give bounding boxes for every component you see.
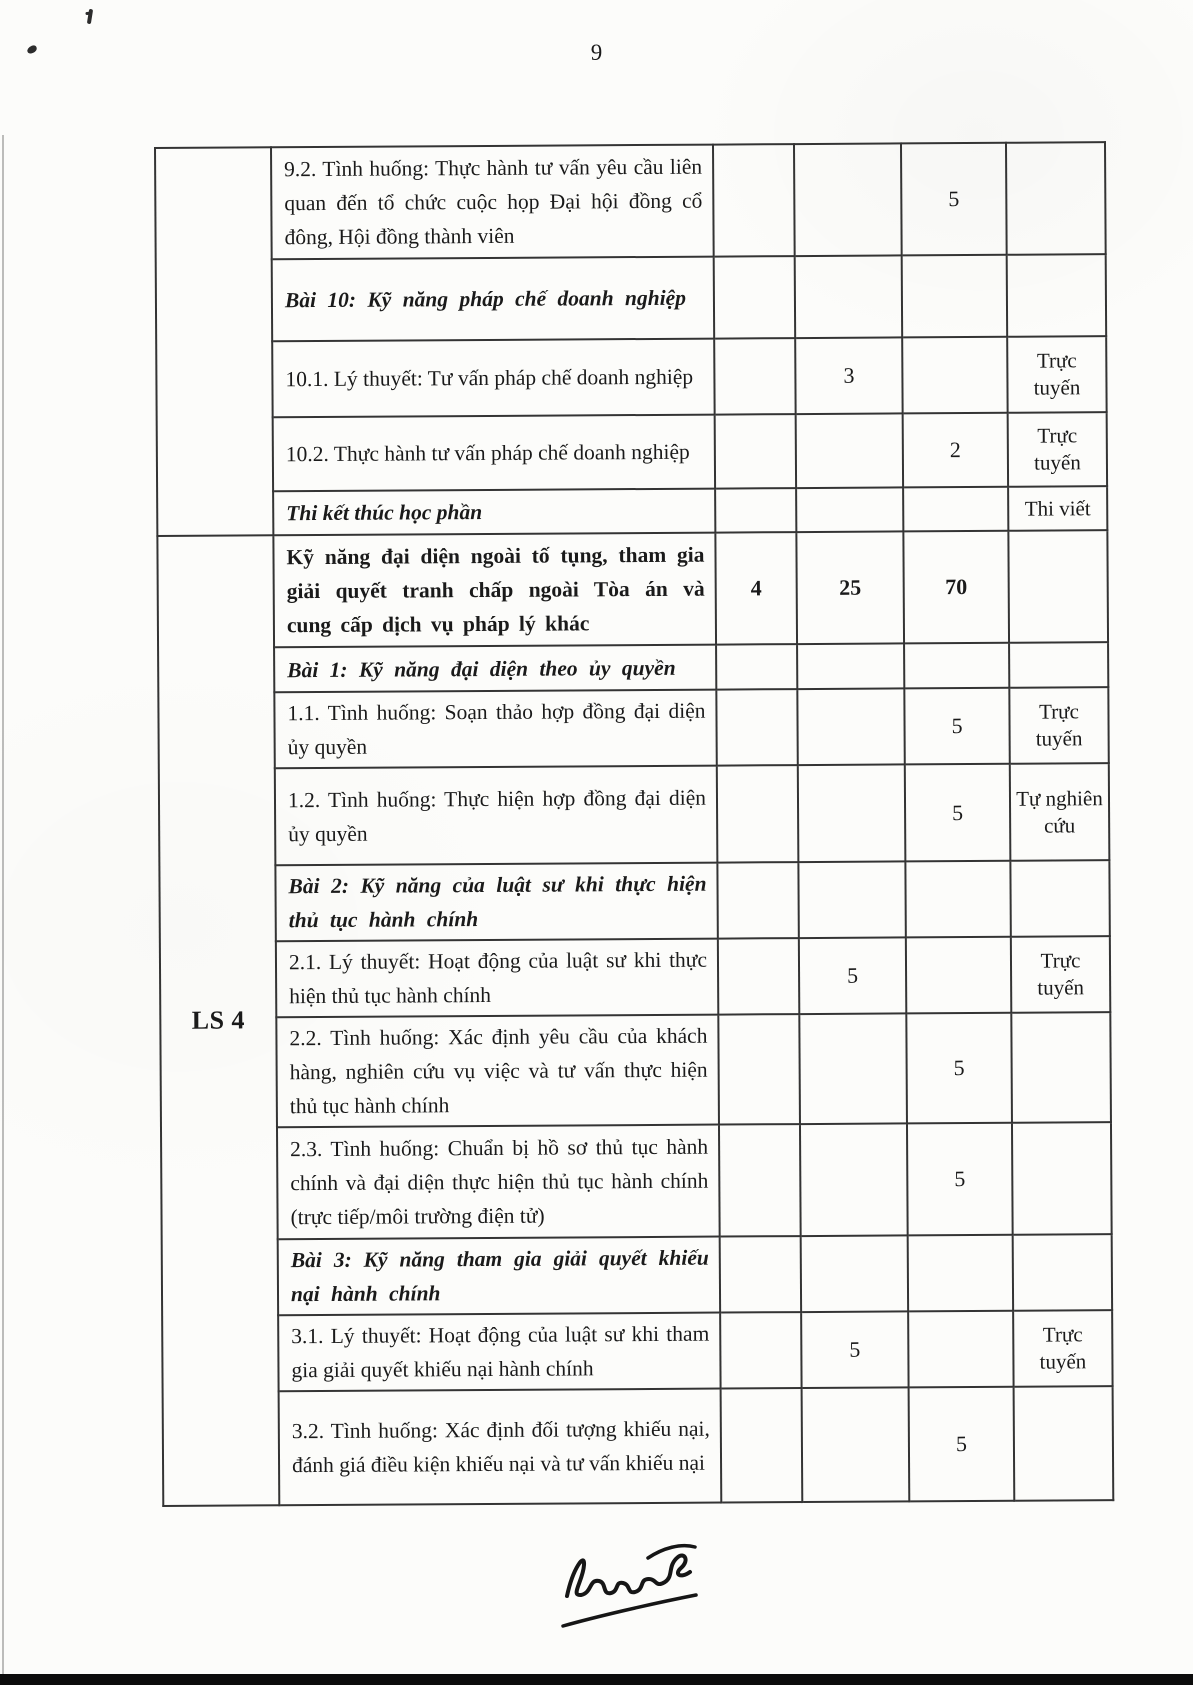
credits-cell xyxy=(721,1388,803,1502)
curriculum-table-wrap xyxy=(154,141,1112,1507)
theory-hours-cell xyxy=(798,764,906,862)
table-row xyxy=(156,336,1106,418)
module-label-cell xyxy=(155,147,273,536)
practice-hours-cell: 5 xyxy=(901,143,1007,256)
practice-hours-cell: 5 xyxy=(905,764,1011,862)
practice-hours-cell: 5 xyxy=(907,1123,1013,1236)
study-method-cell xyxy=(1009,642,1108,688)
table-row xyxy=(163,1386,1114,1506)
study-method-cell: Trực tuyến xyxy=(1013,1310,1112,1387)
practice-hours-cell: 70 xyxy=(903,531,1009,644)
lesson-content-cell: 10.1. Lý thuyết: Tư vấn pháp chế doanh nghiệp xyxy=(272,339,714,418)
practice-hours-cell xyxy=(904,643,1009,689)
lesson-content-cell: 3.2. Tình huống: Xác định đối tượng khiếu nại, đánh giá điều kiện khiếu nại và tư vấn khiếu nại xyxy=(279,1389,722,1506)
practice-hours-cell: 5 xyxy=(904,688,1009,765)
theory-hours-cell xyxy=(796,413,903,488)
theory-hours-cell xyxy=(797,643,904,689)
credits-cell xyxy=(719,1124,801,1236)
practice-hours-cell xyxy=(903,487,1008,532)
theory-hours-cell xyxy=(797,688,904,765)
theory-hours-cell xyxy=(798,861,905,938)
table-row xyxy=(160,936,1110,1018)
curriculum-table xyxy=(154,141,1114,1507)
study-method-cell xyxy=(1006,142,1106,255)
table-row xyxy=(162,1310,1112,1392)
theory-hours-cell: 25 xyxy=(796,531,904,644)
practice-hours-cell: 2 xyxy=(903,413,1008,488)
page-number: 9 xyxy=(590,40,603,65)
lesson-content-cell: 9.2. Tình huống: Thực hành tư vấn yêu cầu liên quan đến tổ chức cuộc họp Đại hội đồng cổ đông, Hội đồng thành viên xyxy=(271,145,714,260)
module-label-cell: LS 4 xyxy=(157,535,279,1506)
credits-cell xyxy=(720,1312,801,1388)
lesson-content-cell: Kỹ năng đại diện ngoài tố tụng, tham gia giải quyết tranh chấp ngoài Tòa án và cung cấp dịch vụ pháp lý khác xyxy=(273,533,716,648)
practice-hours-cell: 5 xyxy=(906,1013,1012,1124)
credits-cell: 4 xyxy=(715,532,797,644)
practice-hours-cell xyxy=(908,1235,1013,1312)
practice-hours-cell xyxy=(902,337,1007,414)
theory-hours-cell xyxy=(794,143,902,256)
lesson-content-cell: Thi kết thúc học phần xyxy=(273,489,715,536)
credits-cell xyxy=(716,689,797,765)
credits-cell xyxy=(718,938,799,1014)
lesson-content-cell: 2.1. Lý thuyết: Hoạt động của luật sư khi thực hiện thủ tục hành chính xyxy=(276,939,718,1018)
credits-cell xyxy=(714,338,795,414)
study-method-cell xyxy=(1008,530,1108,643)
study-method-cell xyxy=(1010,860,1109,937)
credits-cell xyxy=(713,144,795,256)
table-row xyxy=(157,530,1108,648)
lesson-content-cell: Bài 1: Kỹ năng đại diện theo ủy quyền xyxy=(274,645,716,693)
study-method-cell xyxy=(1013,1234,1112,1311)
lesson-content-cell: 2.3. Tình huống: Chuẩn bị hồ sơ thủ tục hành chính và đại diện thực hiện thủ tục hành chính (trực tiếp/môi trường điện tử) xyxy=(277,1125,720,1240)
theory-hours-cell xyxy=(795,255,902,338)
theory-hours-cell: 5 xyxy=(801,1311,908,1388)
table-row xyxy=(160,1012,1111,1128)
table-row xyxy=(155,142,1106,260)
lesson-content-cell: 1.2. Tình huống: Thực hiện hợp đồng đại diện ủy quyền xyxy=(275,766,718,866)
theory-hours-cell xyxy=(801,1235,908,1312)
table-row xyxy=(157,486,1107,536)
theory-hours-cell xyxy=(800,1123,908,1236)
study-method-cell xyxy=(1007,254,1106,337)
study-method-cell xyxy=(1011,1012,1111,1123)
study-method-cell: Trực tuyến xyxy=(1007,336,1106,413)
credits-cell xyxy=(715,488,796,532)
credits-cell xyxy=(715,414,796,488)
practice-hours-cell xyxy=(906,937,1011,1014)
credits-cell xyxy=(720,1236,801,1312)
practice-hours-cell xyxy=(902,255,1007,338)
study-method-cell: Trực tuyến xyxy=(1008,412,1107,487)
credits-cell xyxy=(718,1014,800,1124)
theory-hours-cell xyxy=(796,487,903,532)
table-row xyxy=(162,1234,1112,1316)
lesson-content-cell: Bài 2: Kỹ năng của luật sư khi thực hiện thủ tục hành chính xyxy=(275,863,717,942)
credits-cell xyxy=(714,256,795,338)
table-row xyxy=(156,254,1106,342)
practice-hours-cell xyxy=(905,861,1010,938)
lesson-content-cell: 3.1. Lý thuyết: Hoạt động của luật sư khi tham gia giải quyết khiếu nại hành chính xyxy=(278,1313,720,1392)
credits-cell xyxy=(717,765,799,862)
lesson-content-cell: 1.1. Tình huống: Soạn thảo hợp đồng đại diện ủy quyền xyxy=(274,690,716,769)
lesson-content-cell: 2.2. Tình huống: Xác định yêu cầu của khách hàng, nghiên cứu vụ việc và tư vấn thực hiện thủ tục hành chính xyxy=(276,1015,719,1128)
study-method-cell: Tự nghiên cứu xyxy=(1010,763,1110,861)
handwritten-signature-icon xyxy=(555,1538,705,1633)
table-row xyxy=(159,860,1109,942)
theory-hours-cell xyxy=(802,1387,910,1502)
scan-bottom-edge-bar xyxy=(0,1674,1193,1685)
lesson-content-cell: 10.2. Thực hành tư vấn pháp chế doanh nghiệp xyxy=(273,415,715,492)
scan-speck-icon xyxy=(87,9,93,24)
study-method-cell: Thi viết xyxy=(1008,486,1107,531)
theory-hours-cell xyxy=(799,1013,907,1124)
practice-hours-cell xyxy=(908,1311,1013,1388)
lesson-content-cell: Bài 10: Kỹ năng pháp chế doanh nghiệp xyxy=(272,257,714,342)
table-row xyxy=(157,412,1107,492)
credits-cell xyxy=(716,644,797,689)
study-method-cell: Trực tuyến xyxy=(1011,936,1110,1013)
study-method-cell: Trực tuyến xyxy=(1009,687,1108,764)
study-method-cell xyxy=(1012,1122,1112,1235)
theory-hours-cell: 3 xyxy=(795,337,902,414)
theory-hours-cell: 5 xyxy=(799,937,906,1014)
lesson-content-cell: Bài 3: Kỹ năng tham gia giải quyết khiếu nại hành chính xyxy=(278,1237,720,1316)
table-row xyxy=(158,687,1108,769)
scan-left-edge-line xyxy=(2,135,4,1685)
study-method-cell xyxy=(1014,1386,1114,1501)
table-row xyxy=(158,642,1108,693)
table-row xyxy=(161,1122,1112,1240)
table-row xyxy=(159,763,1110,866)
credits-cell xyxy=(717,862,798,938)
practice-hours-cell: 5 xyxy=(909,1387,1015,1502)
